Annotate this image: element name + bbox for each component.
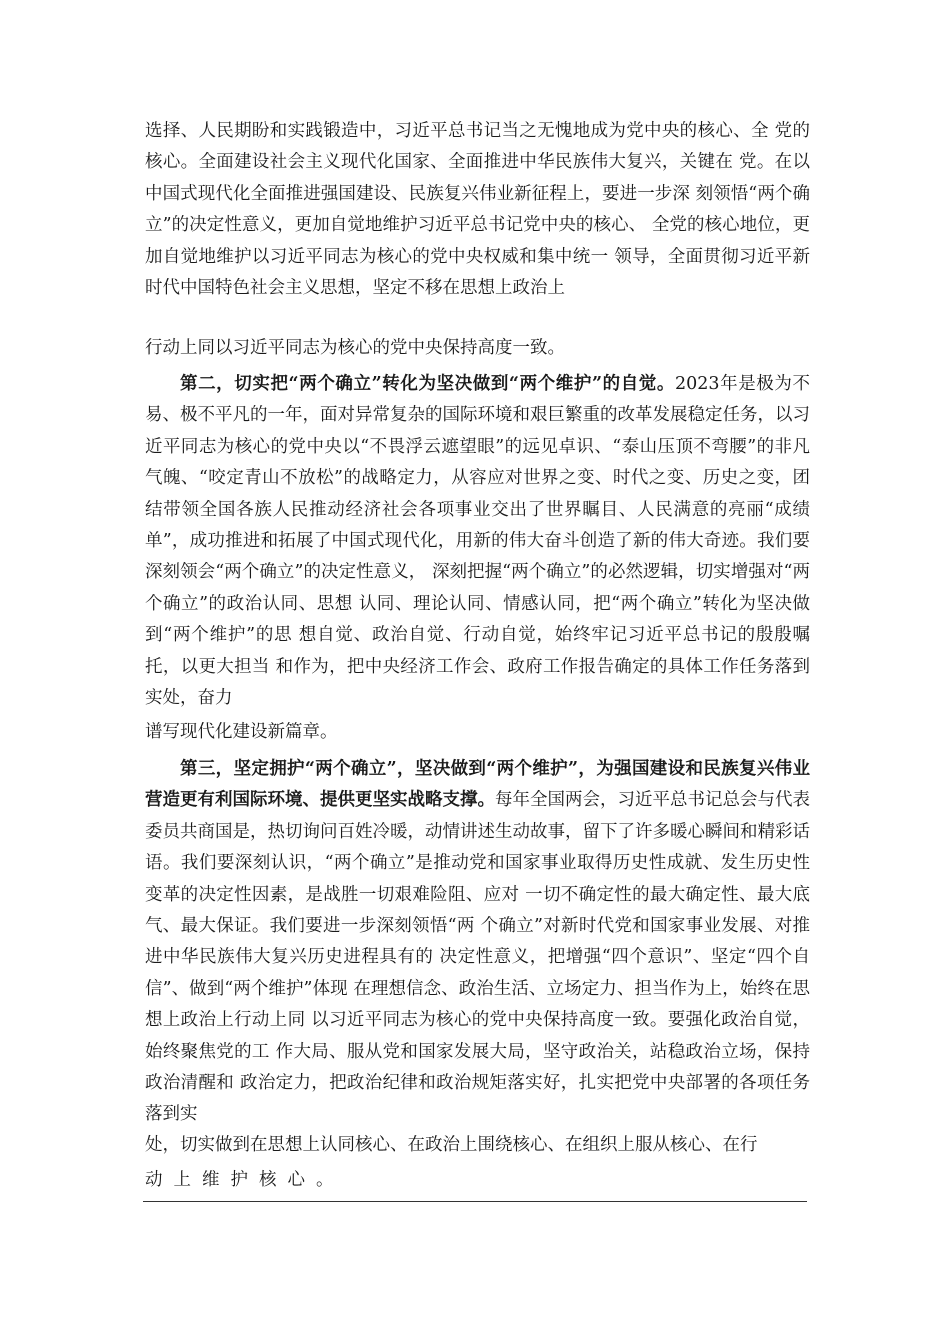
paragraph-3-heading: 第三，坚定拥护“两个确立”，坚决做到“两个维护”，为强国建设和民族复兴伟业营造更有利国际环境、提供更坚实战略支撑。 [145, 759, 810, 811]
paragraph-2-body [145, 369, 810, 714]
paragraph-1-continuation [145, 333, 810, 364]
paragraph-2-text: 2023年是极为不易、极不平凡的一年，面对异常复杂的国际环境和艰巨繁重的改革发展稳定任务，以习近平同志为核心的党中央以“不畏浮云遮望眼”的远见卓识、“泰山压顶不弯腰”的非凡气魄、“咬定青山不放松”的战略定力，从容应对世界之变、时代之变、历史之变，团结带领全国各族人民推动经济社会各项事业交出了世界瞩目、人民满意的亮丽“成绩单”，成功推进和拓展了中国式现代化，用新的伟大奋斗创造了新的伟大奇迹。我们要深刻领会“两个确立”的决定性意义， 深刻把握“两个确立”的必然逻辑，切实增强对“两个确立”的政治认同、思想 认同、理论认同、情感认同，把“两个确立”转化为坚决做到“两个维护”的思 想自觉、政治自觉、行动自觉，始终牢记习近平总书记的殷殷嘱托，以更大担当 和作为，把中央经济工作会、政府工作报告确定的具体工作任务落到实处，奋力 [145, 374, 810, 709]
paragraph-3 [145, 754, 810, 1131]
paragraph-1 [145, 116, 810, 304]
footer-divider [143, 1201, 807, 1202]
paragraph-2-heading: 第二，切实把“两个确立”转化为坚决做到“两个维护”的自觉。 [180, 374, 675, 394]
paragraph-3-last-line: 动上维护核心。 [145, 1170, 345, 1191]
paragraph-3-body [145, 754, 810, 1131]
paragraph-3-continuation [145, 1130, 810, 1197]
paragraph-1-text: 选择、人民期盼和实践锻造中，习近平总书记当之无愧地成为党中央的核心、全 党的核心。全面建设社会主义现代化国家、全面推进中华民族伟大复兴，关键在 党。在以中国式现代化全面推进强国建设、民族复兴伟业新征程上，要进一步深 刻领悟“两个确立”的决定性意义，更加自觉地维护习近平总书记党中央的核心、 全党的核心地位，更加自觉地维护以习近平同志为核心的党中央权威和集中统一 领导，全面贯彻习近平新时代中国特色社会主义思想，坚定不移在思想上政治上 [145, 121, 810, 299]
paragraph-2 [145, 369, 810, 714]
paragraph-3-continuation-text: 处，切实做到在思想上认同核心、在政治上围绕核心、在组织上服从核心、在行 [145, 1135, 758, 1155]
paragraph-2-continuation-text: 谱写现代化建设新篇章。 [145, 722, 338, 742]
paragraph-3-text: 每年全国两会，习近平总书记总会与代表委员共商国是，热切询问百姓冷暖，动情讲述生动故事，留下了许多暖心瞬间和精彩话语。我们要深刻认识，“两个确立”是推动党和国家事业取得历史性成就、发生历史性变革的决定性因素，是战胜一切艰难险阻、应对 一切不确定性的最大确定性、最大底气、最大保证。我们要进一步深刻领悟“两 个确立”对新时代党和国家事业发展、对推进中华民族伟大复兴历史进程具有的 决定性意义，把增强“四个意识”、坚定“四个自信”、做到“两个维护”体现 在理想信念、政治生活、立场定力、担当作为上，始终在思想上政治上行动上同 以习近平同志为核心的党中央保持高度一致。要强化政治自觉，始终聚焦党的工 作大局、服从党和国家发展大局，坚守政治关，站稳政治立场，保持政治清醒和 政治定力，把政治纪律和政治规矩落实好，扎实把党中央部署的各项任务落到实 [145, 790, 810, 1125]
paragraph-1-continuation-text: 行动上同以习近平同志为核心的党中央保持高度一致。 [145, 338, 565, 358]
paragraph-2-continuation [145, 717, 810, 748]
